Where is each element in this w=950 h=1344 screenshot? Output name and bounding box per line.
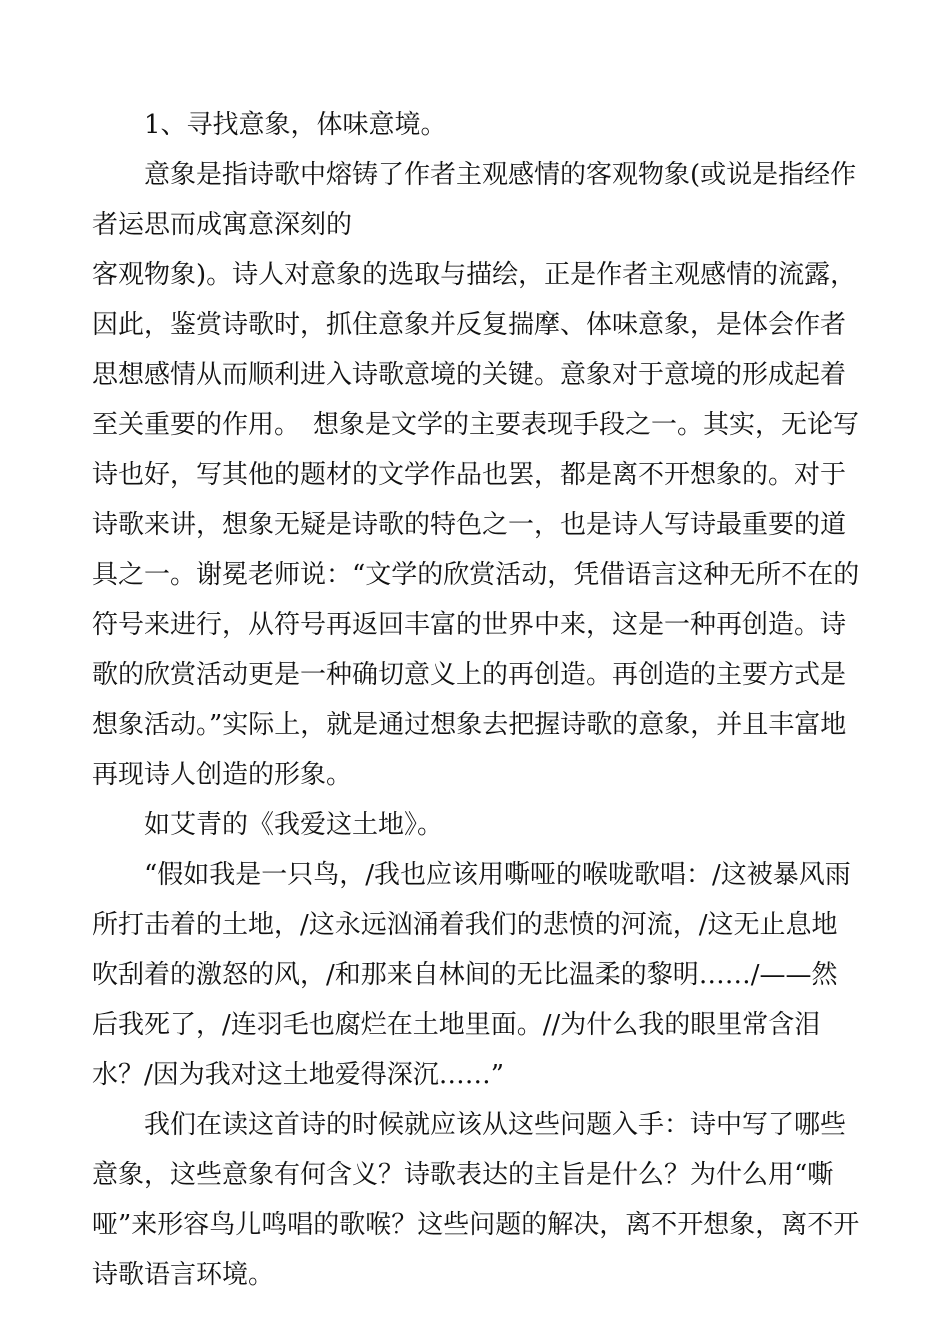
example-intro: 如艾青的《我爱这土地》。 xyxy=(144,810,444,840)
poem-quote: “假如我是一只鸟，/我也应该用嘶哑的喉咙歌唱：/这被暴风雨所打击着的土地，/这永远汹涌着我们的悲愤的河流，/这无止息地吹刮着的激怒的风，/和那来自林间的无比温柔的黎明……/——然后我死了，/连羽毛也腐烂在土地里面。//为什么我的眼里常含泪水？/因为我对这土地爱得深沉……” xyxy=(92,860,851,1090)
paragraph-imagery-definition-start: 意象是指诗歌中熔铸了作者主观感情的客观物象(或说是指经作者运思而成寓意深刻的 xyxy=(92,160,857,240)
closing-paragraph: 我们在读这首诗的时候就应该从这些问题入手：诗中写了哪些意象，这些意象有何含义？诗歌表达的主旨是什么？为什么用“嘶哑”来形容鸟儿鸣唱的歌喉？这些问题的解决，离不开想象，离不开诗歌语言环境。 xyxy=(92,1110,860,1290)
paragraph-imagery-and-imagination: 客观物象)。诗人对意象的选取与描绘，正是作者主观感情的流露，因此，鉴赏诗歌时，抓住意象并反复揣摩、体味意象，是体会作者思想感情从而顺利进入诗歌意境的关键。意象对于意境的形成起着至关重要的作用。 想象是文学的主要表现手段之一。其实，无论写诗也好，写其他的题材的文学作品也罢，都是离不开想象的。对于诗歌来讲，想象无疑是诗歌的特色之一，也是诗人写诗最重要的道具之一。谢冕老师说：“文学的欣赏活动，凭借语言这种无所不在的符号来进行，从符号再返回丰富的世界中来，这是一种再创造。诗歌的欣赏活动更是一种确切意义上的再创造。再创造的主要方式是想象活动。”实际上，就是通过想象去把握诗歌的意象，并且丰富地再现诗人创造的形象。 xyxy=(92,260,860,790)
section-heading: 1、寻找意象，体味意境。 xyxy=(144,110,447,140)
document-body xyxy=(92,100,862,1300)
